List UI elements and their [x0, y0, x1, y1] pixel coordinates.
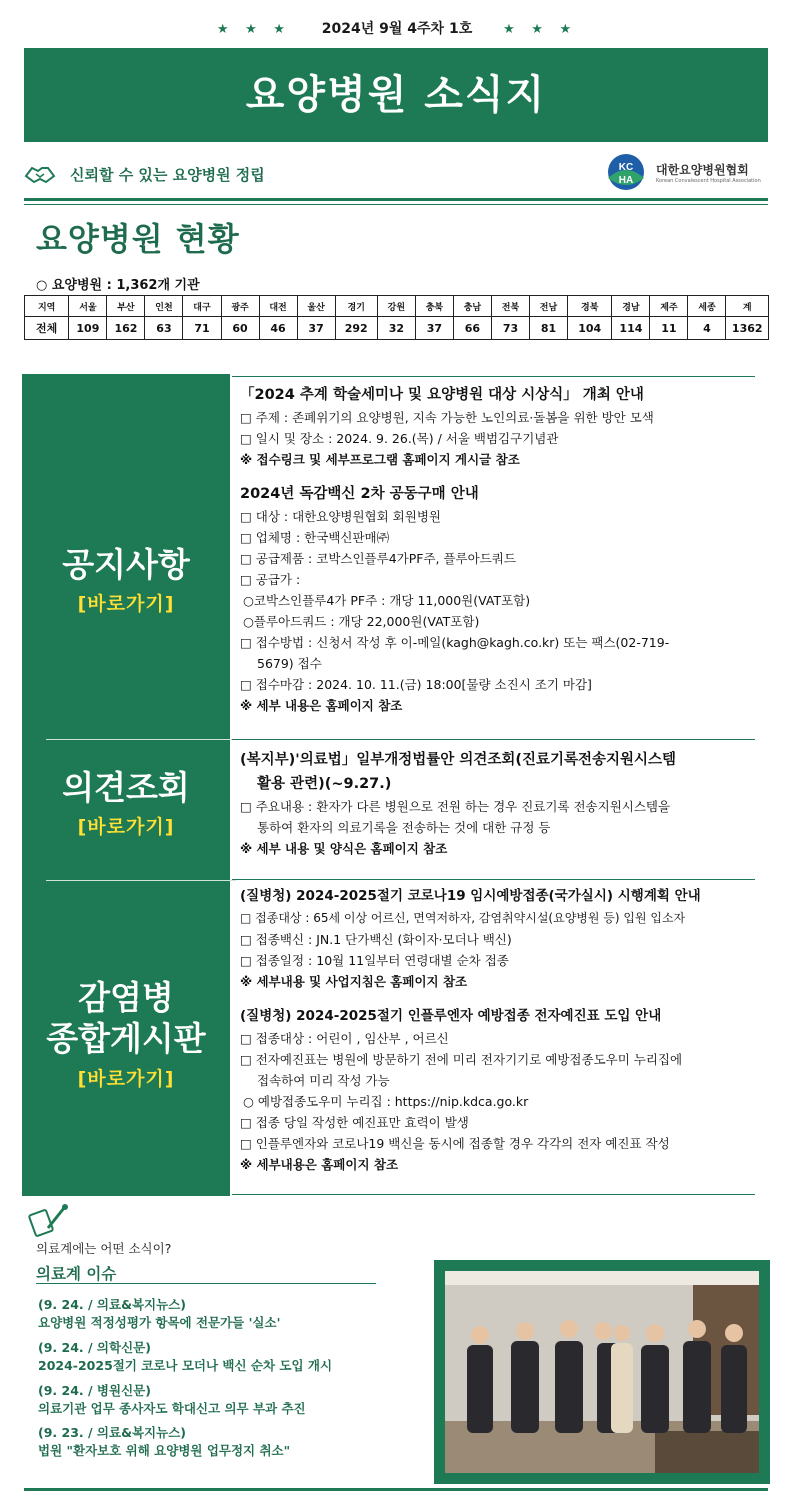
infection-board-title-1: 감염병	[78, 978, 174, 1017]
issue-line	[0, 18, 794, 38]
region-header-cell: 대구	[183, 296, 221, 317]
tagline	[24, 160, 265, 188]
region-value-cell: 37	[297, 317, 335, 340]
region-value-cell: 32	[377, 317, 415, 340]
notice-line: ○코박스인플루4가 PF주 : 개당 11,000원(VAT포함)	[243, 593, 531, 608]
region-header-cell: 울산	[297, 296, 335, 317]
news-source: (9. 24. / 의료&복지뉴스)	[38, 1297, 186, 1312]
region-value-cell: 63	[145, 317, 183, 340]
region-header-cell: 계	[726, 296, 769, 317]
seminar-notice-title[interactable]: 「2024 추계 학술세미나 및 요양병원 대상 시상식」 개최 안내	[240, 387, 644, 403]
region-value-cell: 11	[650, 317, 688, 340]
opinion-notice-title[interactable]: (복지부)'의료법」일부개정법률안 의견조회(진료기록전송지원시스템	[240, 752, 677, 768]
region-value-cell: 4	[688, 317, 726, 340]
content-divider	[232, 879, 755, 880]
association-logo[interactable]	[604, 152, 761, 192]
region-value-cell: 114	[612, 317, 650, 340]
region-header-cell: 세종	[688, 296, 726, 317]
infection-board-link[interactable]: [바로가기]	[77, 1067, 175, 1090]
newsletter-title: 요양병원 소식지	[24, 48, 768, 142]
opinion-section	[240, 748, 770, 859]
content-divider	[232, 376, 755, 377]
issues-divider	[36, 1283, 376, 1284]
news-source: (9. 23. / 의료&복지뉴스)	[38, 1425, 186, 1440]
group-photo	[445, 1271, 759, 1473]
region-value-cell: 162	[107, 317, 145, 340]
infection-board-block[interactable]	[22, 977, 230, 1091]
region-header-cell: 전남	[529, 296, 567, 317]
sidebar-divider	[46, 739, 236, 740]
notice-line: □ 인플루엔자와 코로나19 백신을 동시에 접종할 경우 각각의 전자 예진표 작성	[240, 1136, 670, 1151]
notice-line: ※ 접수링크 및 세부프로그램 홈페이지 게시글 참조	[240, 452, 520, 467]
notice-line: □ 접종 당일 작성한 예진표만 효력이 발생	[240, 1115, 469, 1130]
region-value-cell: 104	[568, 317, 612, 340]
logo-korean-name: 대한요양병원협회	[656, 162, 749, 177]
opinion-notice-title-cont[interactable]: 활용 관련)(~9.27.)	[257, 776, 392, 792]
issue-number: 2024년 9월 4주차 1호	[321, 21, 473, 37]
notice-line: □ 접종일정 : 10월 11일부터 연령대별 순차 접종	[240, 953, 509, 968]
notice-line: □ 접종대상 : 어린이 , 임산부 , 어르신	[240, 1031, 449, 1046]
issues-title: 의료계 이슈	[36, 1265, 117, 1283]
notice-line: □ 접수마감 : 2024. 10. 11.(금) 18:00[물량 소진시 조기 마감]	[240, 677, 592, 692]
region-value-cell: 37	[415, 317, 453, 340]
region-value-cell: 1362	[726, 317, 769, 340]
news-source: (9. 24. / 병원신문)	[38, 1383, 151, 1398]
region-stats-table	[24, 295, 769, 340]
covid-notice-title[interactable]: (질병청) 2024-2025절기 코로나19 임시예방접종(국가실시) 시행계획 안내	[240, 888, 701, 904]
notice-line: □ 일시 및 장소 : 2024. 9. 26.(목) / 서울 백범김구기념관	[240, 431, 559, 446]
svg-text:KC: KC	[618, 162, 634, 173]
region-value-cell: 81	[529, 317, 567, 340]
notice-line: 5679) 접수	[257, 656, 322, 671]
notice-line: □ 주제 : 존폐위기의 요양병원, 지속 가능한 노인의료·돌봄을 위한 방안 모색	[240, 410, 654, 425]
news-item[interactable]	[38, 1339, 418, 1375]
notice-line: □ 업체명 : 한국백신판매㈜	[240, 530, 390, 545]
notice-line: 접속하여 미리 작성 가능	[257, 1073, 390, 1088]
notice-line: ○플루아드쿼드 : 개당 22,000원(VAT포함)	[243, 614, 480, 629]
notice-line: □ 공급가 :	[240, 572, 301, 587]
region-header-cell: 충남	[453, 296, 491, 317]
star-icons-left: ★ ★ ★	[216, 22, 291, 37]
notice-line: □ 전자예진표는 병원에 방문하기 전에 미리 전자기기로 예방접종도우미 누리집에	[240, 1052, 683, 1067]
region-header-row	[25, 296, 769, 317]
region-value-cell: 73	[491, 317, 529, 340]
notice-board-title: 공지사항	[62, 545, 190, 584]
news-headline[interactable]: 2024-2025절기 코로나 모더나 백신 순차 도입 개시	[38, 1358, 333, 1373]
region-value-cell: 292	[335, 317, 377, 340]
region-header-cell: 부산	[107, 296, 145, 317]
flu-notice-title[interactable]: (질병청) 2024-2025절기 인플루엔자 예방접종 전자예진표 도입 안내	[240, 1008, 662, 1024]
news-headline[interactable]: 요양병원 적정성평가 항목에 전문가들 '실소'	[38, 1315, 281, 1330]
notice-line: □ 접종대상 : 65세 이상 어르신, 면역저하자, 감염취약시설(요양병원 등) 입원 입소자	[240, 911, 686, 925]
header-divider	[24, 198, 768, 201]
vaccine-notice-title[interactable]: 2024년 독감백신 2차 공동구매 안내	[240, 486, 479, 502]
region-header-cell: 경기	[335, 296, 377, 317]
star-icons-right: ★ ★ ★	[503, 22, 578, 37]
opinion-board-link[interactable]: [바로가기]	[77, 816, 175, 839]
notice-board-link[interactable]: [바로가기]	[77, 593, 175, 616]
region-header-cell: 강원	[377, 296, 415, 317]
photo-frame	[434, 1260, 770, 1484]
region-value-cell: 109	[69, 317, 107, 340]
region-value-cell: 46	[259, 317, 297, 340]
region-value-cell: 60	[221, 317, 259, 340]
sidebar-divider	[46, 880, 236, 881]
notice-line: □ 공급제품 : 코박스인플루4가PF주, 플루아드쿼드	[240, 551, 516, 566]
region-header-cell: 서울	[69, 296, 107, 317]
news-headline[interactable]: 법원 "환자보호 위해 요양병원 업무정지 취소"	[38, 1443, 291, 1458]
notice-line: □ 주요내용 : 환자가 다른 병원으로 전원 하는 경우 진료기록 전송지원시스템을	[240, 799, 671, 814]
notice-line: □ 접종백신 : JN.1 단가백신 (화이자·모더나 백신)	[240, 932, 512, 947]
region-header-cell: 경남	[612, 296, 650, 317]
news-item[interactable]	[38, 1296, 418, 1332]
region-header-cell: 인천	[145, 296, 183, 317]
notice-line: ※ 세부 내용 및 양식은 홈페이지 참조	[240, 841, 448, 856]
news-item[interactable]	[38, 1382, 418, 1418]
kcha-logo-icon	[604, 152, 650, 192]
notice-line: ※ 세부 내용은 홈페이지 참조	[240, 698, 403, 713]
infection-board-title-2: 종합게시판	[46, 1019, 206, 1059]
notice-board-block[interactable]	[22, 544, 230, 616]
logo-english-name: Korean Convalescent Hospital Association	[656, 177, 761, 184]
notice-line: □ 대상 : 대한요양병원협회 회원병원	[240, 509, 441, 524]
hospital-count: ○ 요양병원 : 1,362개 기관	[36, 278, 200, 293]
region-header-cell: 지역	[25, 296, 69, 317]
region-header-cell: 제주	[650, 296, 688, 317]
issues-intro: 의료계에는 어떤 소식이?	[36, 1241, 172, 1256]
tagline-text: 신뢰할 수 있는 요양병원 정립	[70, 165, 265, 184]
region-value-cell: 전체	[25, 317, 69, 340]
opinion-board-title: 의견조회	[62, 768, 190, 807]
svg-text:HA: HA	[618, 175, 634, 186]
news-source: (9. 24. / 의학신문)	[38, 1340, 151, 1355]
notice-line: □ 접수방법 : 신청서 작성 후 이-메일(kagh@kagh.co.kr) 또는 팩스(02-719-	[240, 635, 670, 650]
region-header-cell: 대전	[259, 296, 297, 317]
notice-line: 통하여 환자의 의료기록을 전송하는 것에 대한 규정 등	[257, 820, 551, 835]
region-header-cell: 광주	[221, 296, 259, 317]
notice-section	[240, 383, 770, 716]
handshake-icon	[24, 162, 56, 186]
board-sidebar	[22, 374, 230, 1196]
region-header-cell: 경북	[568, 296, 612, 317]
notice-line: ※ 세부내용은 홈페이지 참조	[240, 1157, 399, 1172]
infection-section	[240, 884, 770, 1175]
opinion-board-block[interactable]	[22, 767, 230, 839]
region-value-cell: 71	[183, 317, 221, 340]
news-item[interactable]	[38, 1424, 418, 1460]
region-value-row	[25, 317, 769, 340]
footer-divider	[24, 1488, 768, 1491]
notice-line: ※ 세부내용 및 사업지침은 홈페이지 참조	[240, 974, 468, 989]
region-header-cell: 전북	[491, 296, 529, 317]
notice-line[interactable]: ○ 예방접종도우미 누리집 : https://nip.kdca.go.kr	[243, 1094, 529, 1109]
content-divider	[232, 1194, 755, 1195]
status-title: 요양병원 현황	[36, 220, 240, 258]
news-headline[interactable]: 의료기관 업무 종사자도 학대신고 의무 부과 추진	[38, 1401, 306, 1416]
region-header-cell: 충북	[415, 296, 453, 317]
content-divider	[232, 739, 755, 740]
region-value-cell: 66	[453, 317, 491, 340]
document-pen-icon	[28, 1202, 72, 1238]
